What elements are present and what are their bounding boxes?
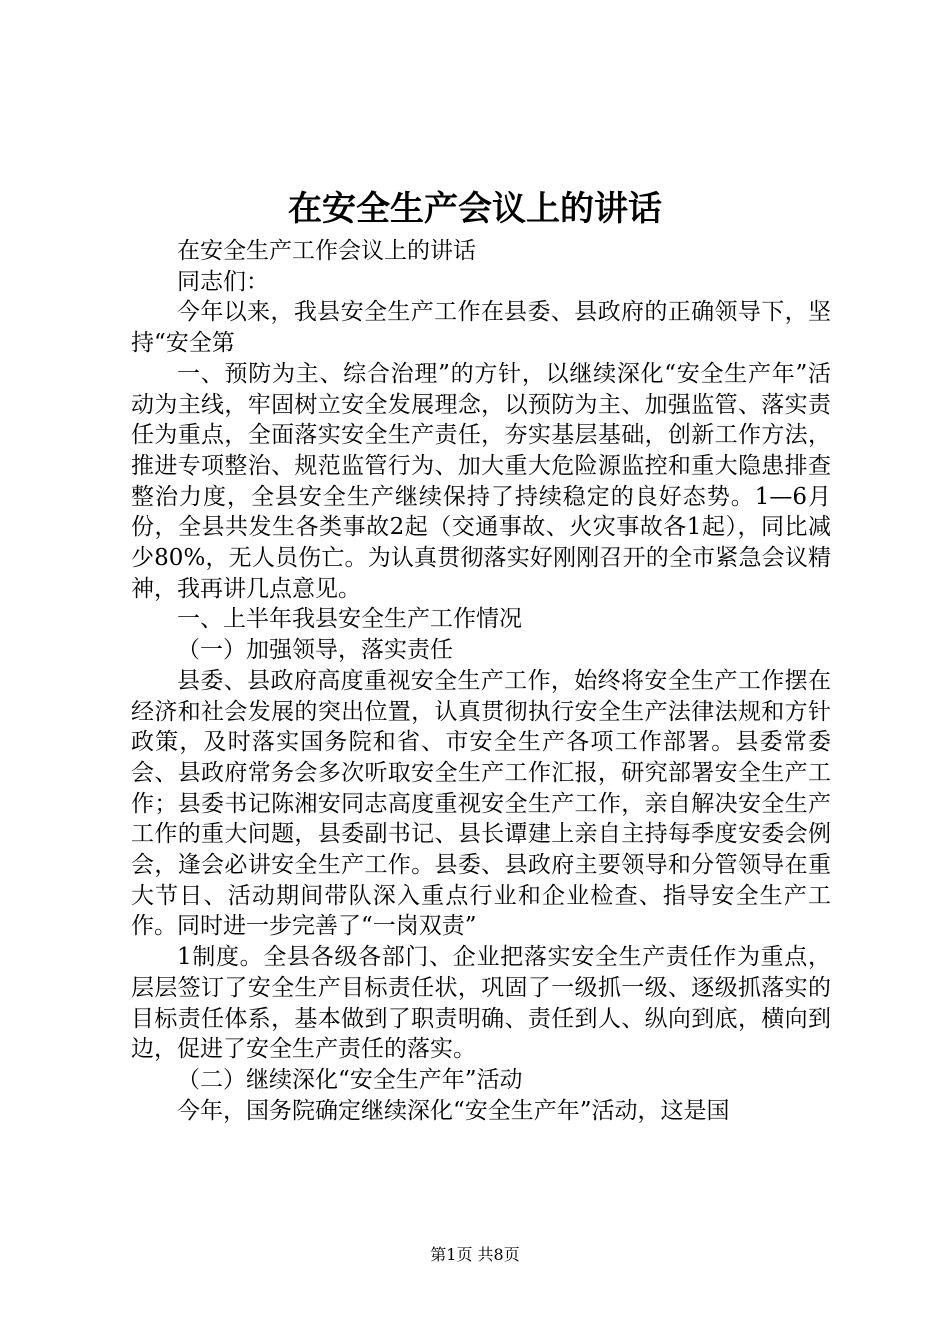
paragraph: 今年以来，我县安全生产工作在县委、县政府的正确领导下，坚持“安全第 xyxy=(131,299,831,357)
paragraph: 今年，国务院确定继续深化“安全生产年”活动，这是国 xyxy=(177,1097,730,1124)
paragraph: 一、预防为主、综合治理”的方针，以继续深化“安全生产年”活动为主线，牢固树立安全发展理念，以预防为主、加强监管、落实责任为重点，全面落实安全生产责任，夯实基层基础，创新工作方法，推进专项整治、规范监管行为、加大重大危险源监控和重大隐患排查整治力度，全县安全生产继续保持了持续稳定的良好态势。1—6月份，全县共发生各类事故2起（交通事故、火灾事故各1起），同比减少80%，无人员伤亡。为认真贯彻落实好刚刚召开的全市紧急会议精神，我再讲几点意见。 xyxy=(131,360,831,602)
paragraph: （一）加强领导，落实责任 xyxy=(177,637,453,664)
page-footer: 第1页 共8页 xyxy=(430,1245,520,1264)
paragraph: 1制度。全县各级各部门、企业把落实安全生产责任作为重点，层层签订了安全生产目标责任状，巩固了一级抓一级、逐级抓落实的目标责任体系，基本做到了职责明确、责任到人、纵向到底，横向到边，促进了安全生产责任的落实。 xyxy=(131,944,831,1063)
document-body xyxy=(131,236,831,1126)
paragraph: （二）继续深化“安全生产年”活动 xyxy=(177,1066,523,1093)
paragraph: 县委、县政府高度重视安全生产工作，始终将安全生产工作摆在经济和社会发展的突出位置，认真贯彻执行安全生产法律法规和方针政策，及时落实国务院和省、市安全生产各项工作部署。县委常委会、县政府常务会多次听取安全生产工作汇报，研究部署安全生产工作；县委书记陈湘安同志高度重视安全生产工作，亲自解决安全生产工作的重大问题，县委副书记、县长谭建上亲自主持每季度安委会例会，逢会必讲安全生产工作。县委、县政府主要领导和分管领导在重大节日、活动期间带队深入重点行业和企业检查、指导安全生产工作。同时进一步完善了“一岗双责” xyxy=(131,667,831,940)
paragraph: 同志们： xyxy=(177,268,269,295)
paragraph: 一、上半年我县安全生产工作情况 xyxy=(177,606,522,633)
paragraph: 在安全生产工作会议上的讲话 xyxy=(177,238,476,264)
document-title: 在安全生产会议上的讲话 xyxy=(288,189,662,229)
